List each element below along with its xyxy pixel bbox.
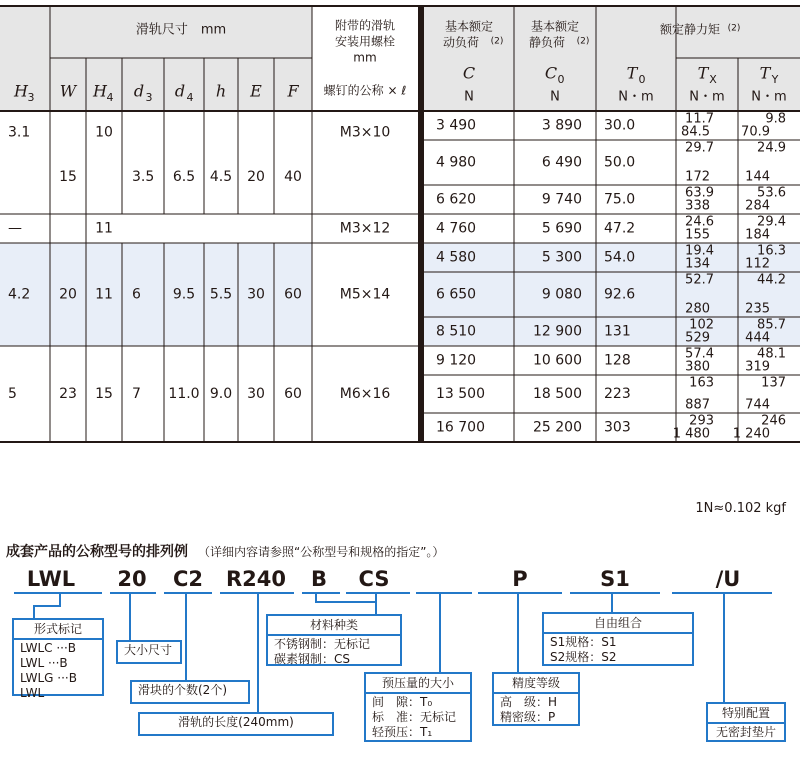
form-code-line: LWL	[20, 686, 45, 700]
preload-line: 标 准：无标记	[372, 710, 457, 724]
dark-gap-column	[418, 6, 424, 442]
code-part-size: 20	[117, 567, 147, 591]
cell-H4: 10	[95, 124, 113, 141]
cell-E: 30	[247, 286, 265, 303]
header-TX: T	[697, 63, 709, 83]
cell-bolt: M3×10	[339, 124, 391, 141]
header-W: W	[59, 81, 77, 101]
cell-T0: 54.0	[604, 249, 636, 266]
cell-TX: 84.5	[681, 124, 710, 140]
rail-length-box	[138, 712, 334, 736]
code-part-material-cs: CS	[358, 567, 390, 591]
code-part-accuracy: P	[512, 567, 528, 591]
header-TY-sub: Y	[771, 73, 779, 86]
cell-TY: 48.1	[757, 346, 786, 362]
header-footnote: (2)	[727, 23, 741, 34]
cell-C0: 3 890	[541, 117, 582, 134]
cell-TY: 284	[745, 198, 770, 214]
header-d3-sub: 3	[145, 91, 153, 104]
header-C0-sub: 0	[557, 73, 565, 86]
material-title: 材料种类	[268, 617, 400, 636]
header-H3: H	[14, 81, 28, 101]
cell-h: 4.5	[209, 169, 233, 185]
cell-C: 9 120	[436, 352, 477, 369]
form-code-box	[12, 618, 104, 700]
cell-F: 60	[284, 286, 302, 303]
cell-h: 5.5	[209, 286, 233, 303]
header-C0-unit: N	[550, 89, 560, 105]
cell-C0: 18 500	[533, 386, 582, 402]
cell-H4: 11	[95, 286, 113, 303]
cell-TY: 319	[745, 359, 770, 375]
cell-TX: 887	[685, 397, 710, 413]
cell-TY: 1 240	[732, 426, 770, 442]
cell-C: 4 760	[436, 220, 477, 237]
cell-TX: 155	[685, 227, 710, 243]
header-C-unit: N	[464, 89, 474, 105]
cell-d4: 11.0	[168, 386, 200, 402]
cell-TX: 134	[685, 256, 710, 272]
cell-bolt: M3×12	[339, 220, 391, 237]
header-H3-sub: 3	[27, 91, 35, 104]
cell-d4: 9.5	[172, 286, 196, 303]
header-d4: d	[174, 81, 186, 101]
cell-TY: 9.8	[765, 111, 786, 127]
material-line: 不锈钢制：无标记	[274, 637, 371, 651]
form-code-line: LWLG ···B	[20, 671, 77, 685]
header-bolt: 附带的滑轨	[334, 18, 396, 33]
accuracy-title: 精度等级	[494, 675, 578, 694]
cell-TX: 338	[685, 198, 710, 214]
header-static-load: 静负荷	[528, 35, 566, 50]
cell-T0: 92.6	[604, 286, 636, 303]
cell-TX: 163	[689, 375, 714, 391]
cell-TX: 172	[685, 169, 710, 185]
cell-TY: 137	[761, 375, 786, 391]
header-h: h	[215, 81, 227, 101]
header-static-moment: 额定静力矩	[659, 22, 721, 37]
cell-TY: 53.6	[757, 185, 786, 201]
cell-h: 9.0	[209, 386, 233, 402]
header-rail-dimensions: 滑轨尺寸 mm	[135, 22, 227, 38]
cell-T0: 50.0	[604, 154, 636, 171]
cell-TY: 444	[745, 330, 770, 346]
cell-TY: 235	[745, 301, 770, 317]
cell-C0: 9 080	[541, 286, 582, 303]
code-part-sliders: C2	[172, 567, 204, 591]
cell-C: 16 700	[436, 419, 485, 436]
header-static-load: 基本额定	[530, 19, 580, 34]
cell-TY: 24.9	[757, 140, 786, 156]
cell-H4: 11	[95, 220, 113, 237]
cell-TX: 63.9	[685, 185, 714, 201]
cell-TY: 112	[745, 256, 770, 272]
cell-H3: 5	[8, 386, 17, 402]
cell-TY: 44.2	[757, 272, 786, 288]
cell-TX: 29.7	[685, 140, 714, 156]
rail-length-text: 滑轨的长度(240mm)	[178, 715, 294, 729]
header-bolt: 安装用螺栓	[334, 34, 396, 49]
cell-TX: 280	[685, 301, 710, 317]
cell-TY: 70.9	[741, 124, 770, 140]
section-title-text: 成套产品的公称型号的排列例	[6, 544, 188, 560]
header-T0-unit: N・m	[618, 89, 654, 105]
header-dynamic-load: 基本额定	[444, 19, 494, 34]
cell-TY: 16.3	[757, 243, 786, 259]
cell-C: 6 650	[436, 286, 477, 303]
cell-C: 6 620	[436, 191, 477, 208]
cell-TX: 52.7	[685, 272, 714, 288]
cell-TY: 29.4	[757, 214, 786, 230]
cell-T0: 128	[604, 352, 631, 369]
cell-TY: 184	[745, 227, 770, 243]
cell-TX: 293	[689, 413, 714, 429]
material-box	[266, 614, 402, 666]
header-bolt: mm	[353, 50, 377, 65]
cell-C0: 5 690	[541, 220, 582, 237]
cell-TY: 246	[761, 413, 786, 429]
cell-C0: 12 900	[533, 323, 582, 340]
cell-W: 20	[59, 286, 77, 303]
header-footnote: (2)	[576, 36, 590, 47]
slider-count-box	[130, 680, 250, 704]
cell-TX: 529	[685, 330, 710, 346]
section-subtitle: （详细内容请参照“公称型号和规格的指定”。）	[198, 545, 445, 559]
slider-count-text: 滑块的个数(2个)	[138, 683, 227, 697]
cell-W: 23	[59, 386, 77, 402]
cell-TY: 144	[745, 169, 770, 185]
cell-TX: 19.4	[685, 243, 714, 259]
cell-E: 20	[247, 169, 265, 185]
cell-W: 15	[59, 169, 77, 185]
cell-C0: 6 490	[541, 154, 582, 171]
cell-T0: 223	[604, 386, 631, 402]
material-line: 碳素钢制：CS	[274, 652, 350, 666]
special-config-line: 无密封垫片	[715, 725, 776, 739]
header-footnote: (2)	[490, 36, 504, 47]
code-part-length: R240	[225, 567, 286, 591]
cell-TX: 57.4	[685, 346, 714, 362]
cell-C: 4 980	[436, 154, 477, 171]
header-d4-sub: 4	[186, 91, 194, 104]
cell-TX: 24.6	[685, 214, 714, 230]
cell-TX: 102	[689, 317, 714, 333]
header-C0: C	[544, 63, 558, 83]
cell-H3: —	[8, 220, 22, 237]
section-title	[6, 541, 444, 561]
cell-T0: 47.2	[604, 220, 636, 237]
header-d3: d	[133, 81, 145, 101]
size-box	[116, 640, 182, 664]
header-TY-unit: N・m	[751, 89, 787, 105]
code-part-combination: S1	[600, 567, 630, 591]
code-part-special: /U	[715, 567, 741, 591]
cell-C0: 25 200	[533, 419, 582, 436]
cell-C0: 5 300	[541, 249, 582, 266]
header-H4: H	[93, 81, 107, 101]
form-code-line: LWLC ···B	[20, 641, 77, 655]
preload-title: 预压量的大小	[366, 675, 470, 694]
special-config-box	[706, 702, 786, 742]
header-TX-unit: N・m	[689, 89, 725, 105]
code-part-form: LWL	[26, 567, 76, 591]
cell-F: 40	[284, 169, 302, 185]
shaded-row-background	[0, 243, 312, 346]
cell-d3: 6	[132, 286, 141, 303]
cell-C0: 9 740	[541, 191, 582, 208]
header-F: F	[287, 81, 299, 101]
header-T0: T	[626, 63, 638, 83]
cell-C: 8 510	[436, 323, 477, 340]
header-H4-sub: 4	[106, 91, 114, 104]
cell-bolt: M6×16	[339, 386, 391, 402]
preload-line: 间 隙：T₀	[372, 695, 433, 709]
cell-H4: 15	[95, 386, 113, 402]
cell-T0: 30.0	[604, 117, 636, 134]
code-part-material-b: B	[310, 567, 327, 591]
cell-TX: 11.7	[685, 111, 714, 127]
form-code-title: 形式标记	[14, 621, 102, 640]
size-text: 大小尺寸	[124, 643, 173, 657]
cell-d3: 7	[132, 386, 141, 402]
cell-T0: 131	[604, 323, 631, 340]
header-bolt-nominal: 螺钉的公称 × ℓ	[323, 83, 407, 98]
header-TX-sub: X	[709, 73, 717, 86]
cell-F: 60	[284, 386, 302, 402]
cell-d3: 3.5	[132, 169, 155, 185]
preload-line: 轻预压：T₁	[372, 725, 433, 739]
cell-H3: 3.1	[8, 124, 31, 141]
header-T0-sub: 0	[638, 73, 646, 86]
header-C: C	[462, 63, 476, 83]
unit-conversion-note: 1N≈0.102 kgf	[695, 501, 786, 516]
cell-bolt: M5×14	[339, 286, 391, 303]
cell-H3: 4.2	[8, 286, 31, 303]
combination-box	[542, 612, 694, 666]
header-dynamic-load: 动负荷	[442, 35, 480, 50]
preload-box	[364, 672, 472, 742]
cell-TX: 380	[685, 359, 710, 375]
accuracy-line: 高 级：H	[500, 695, 558, 709]
cell-TX: 1 480	[672, 426, 710, 442]
accuracy-line: 精密级：P	[500, 710, 556, 724]
cell-T0: 303	[604, 419, 631, 436]
form-code-line: LWL ···B	[20, 656, 68, 670]
cell-C: 4 580	[436, 249, 477, 266]
cell-d4: 6.5	[172, 169, 196, 185]
combination-title: 自由组合	[544, 615, 692, 634]
cell-E: 30	[247, 386, 265, 402]
cell-TY: 85.7	[757, 317, 786, 333]
combination-line: S1规格：S1	[550, 635, 617, 649]
cell-C: 3 490	[436, 117, 477, 134]
header-TY: T	[759, 63, 771, 83]
accuracy-box	[492, 672, 580, 726]
cell-C: 13 500	[436, 386, 485, 402]
cell-TY: 744	[745, 397, 770, 413]
combination-line: S2规格：S2	[550, 650, 617, 664]
cell-C0: 10 600	[533, 352, 582, 369]
cell-T0: 75.0	[604, 191, 636, 208]
special-config-title: 特别配置	[708, 705, 784, 724]
header-E: E	[250, 81, 262, 101]
